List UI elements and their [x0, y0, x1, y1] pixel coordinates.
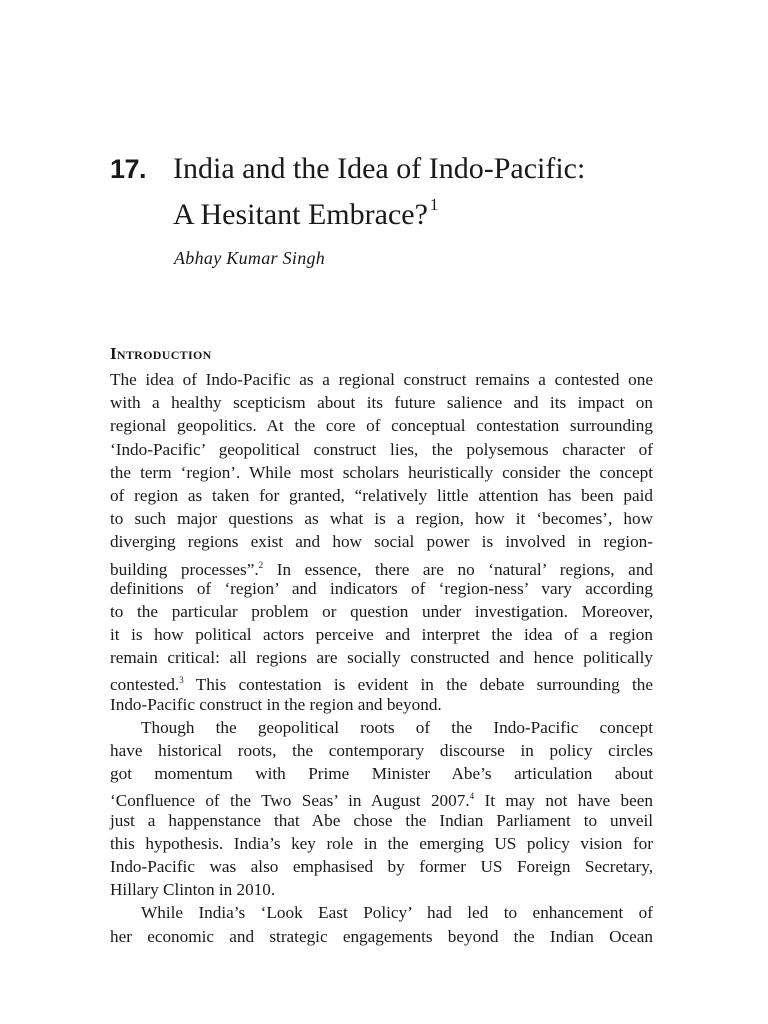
paragraph-1-line: ‘Indo-Pacific’ geopolitical construct lies, the polysemous character of: [110, 439, 653, 459]
title-footnote-ref[interactable]: 1: [429, 195, 439, 214]
paragraph-1-line: Indo-Pacific construct in the region and beyond.: [110, 694, 442, 714]
paragraph-2-line: Indo-Pacific was also emphasised by former US Foreign Secretary,: [110, 856, 653, 876]
paragraph-2-line: have historical roots, the contemporary discourse in policy circles: [110, 741, 653, 760]
paragraph-1-line: to such major questions as what is a region, how it ‘becomes’, how: [110, 509, 653, 529]
paragraph-1-line: diverging regions exist and how social power is involved in region-: [110, 532, 653, 552]
paragraph-1-line: the term ‘region’. While most scholars heuristically consider the concept: [110, 462, 653, 482]
paragraph-2-line: got momentum with Prime Minister Abe’s articulation about: [110, 764, 653, 784]
paragraph-1-line: it is how political actors perceive and interpret the idea of a region: [110, 625, 653, 645]
chapter-title: [173, 151, 673, 233]
text-run: ‘Confluence of the Two Seas’ in August 2007.: [110, 791, 470, 811]
paragraph-1-line: with a healthy scepticism about its future salience and its impact on: [110, 393, 653, 413]
footnote-ref-2[interactable]: 2: [258, 559, 264, 570]
chapter-title-line-1: India and the Idea of Indo-Pacific:: [173, 152, 586, 185]
paragraph-3-line: her economic and strategic engagements beyond the Indian Ocean: [110, 926, 653, 946]
text-run: building processes”.: [110, 559, 259, 579]
chapter-number: 17.: [110, 154, 147, 184]
section-heading: Introduction: [110, 344, 212, 363]
chapter-title-line-2: A Hesitant Embrace? $^1$: [173, 195, 439, 231]
text-run: This contestation is evident in the debate surrounding the: [183, 675, 653, 695]
paragraph-1-line: to the particular problem or question under investigation. Moreover,: [110, 601, 653, 621]
body-text: [110, 368, 653, 948]
paragraph-1-line: The idea of Indo-Pacific as a regional construct remains a contested one: [110, 370, 653, 389]
paragraph-1-line: remain critical: all regions are socially constructed and hence politically: [110, 648, 653, 668]
paragraph-1-line: definitions of ‘region’ and indicators of ‘region-ness’ vary according: [110, 578, 653, 598]
footnote-ref-4[interactable]: 4: [469, 791, 475, 802]
paragraph-2-line: Though the geopolitical roots of the Indo-Pacific concept: [141, 717, 653, 737]
paragraph-1-line: [110, 669, 653, 695]
paragraph-2-line: this hypothesis. India’s key role in the emerging US policy vision for: [110, 833, 653, 853]
footnote-ref-3[interactable]: 3: [179, 675, 184, 686]
text-run: contested.: [110, 675, 180, 695]
text-run: In essence, there are no ‘natural’ regions, and: [263, 559, 654, 579]
paragraph-2-line: just a happenstance that Abe chose the Indian Parliament to unveil: [110, 810, 653, 830]
paragraph-1-line: regional geopolitics. At the core of conceptual contestation surrounding: [110, 416, 653, 436]
paragraph-2-line: [110, 785, 653, 811]
chapter-author: Abhay Kumar Singh: [174, 248, 326, 268]
paragraph-1-line: of region as taken for granted, “relatively little attention has been paid: [110, 485, 653, 505]
paragraph-2-line: Hillary Clinton in 2010.: [110, 880, 276, 900]
text-run: It may not have been: [474, 791, 653, 811]
paragraph-1-line: [110, 554, 653, 577]
paragraph-3-line: While India’s ‘Look East Policy’ had led to enhancement of: [141, 903, 653, 923]
